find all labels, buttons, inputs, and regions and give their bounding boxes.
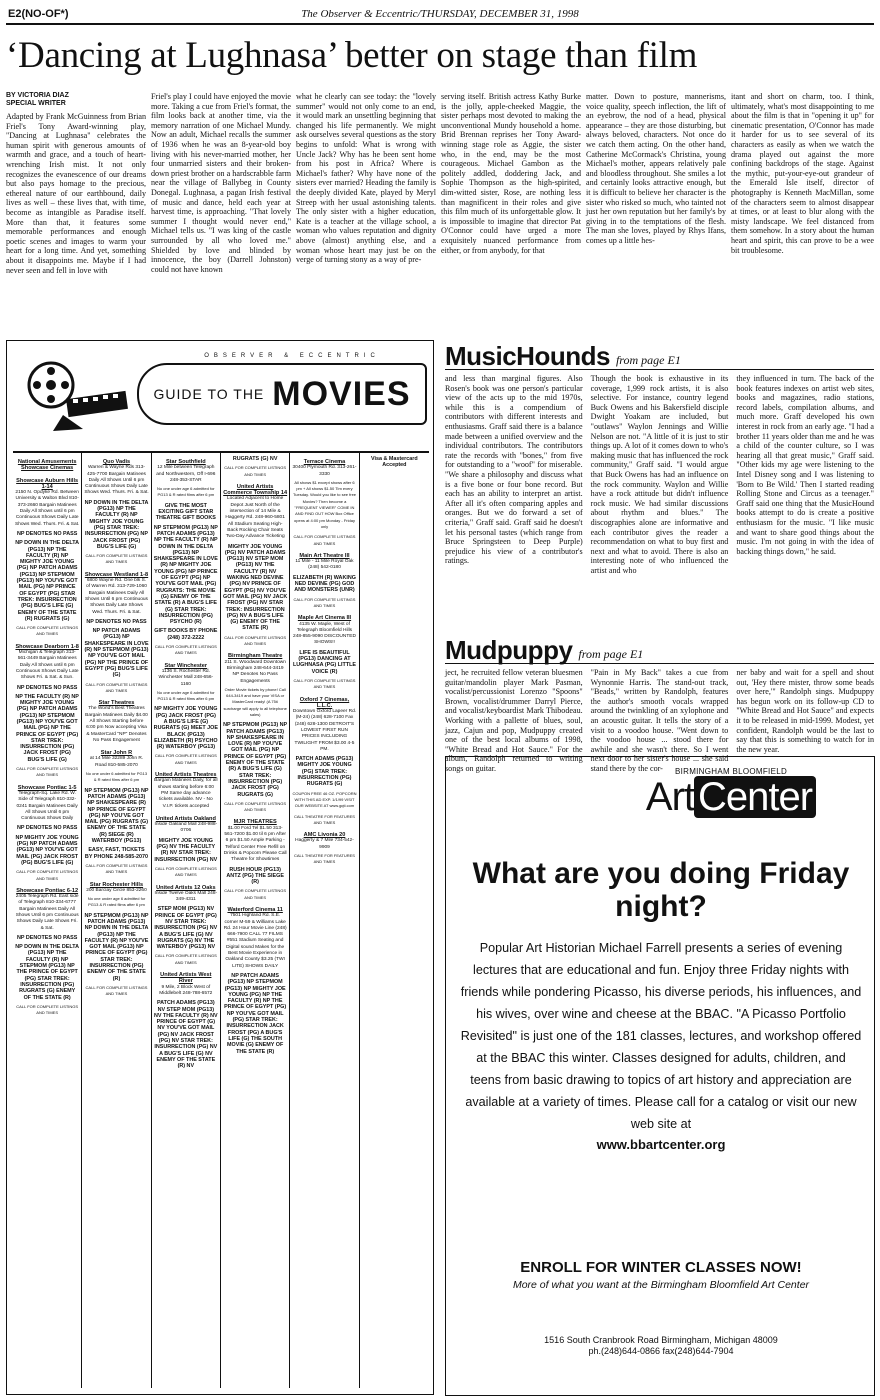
listing-note: No one under age 6 admitted for PG13 & R rated films after 6 pm xyxy=(157,689,215,702)
mudpuppy-text-1: ject, he recruited fellow veteran bluesmen guitar/mandolin player Mark Pasman, vocalist/percussionist Lorenzo "Spoons" Brown, vocalist/drummer Darryl Pierce, and vocalist/keyboardist Mark Thibodeau. Working with a pallette of blues, soul, jazz, Cajun and pop, Mudpuppy created one of the best local albums of 1998, "White Bread and Hot Sauce." For the album, Randolph returned to writing songs on guitar. xyxy=(445,668,583,773)
theater-name: Birmingham Theatre xyxy=(227,653,283,660)
theater-info: Downtown Oxford Lapeer Rd. (M-24) (248) 628-7100 Fax (248) 628-1300 DETROIT'S LOWEST FIRST RUN PRICES INCLUDING TWILIGHT FROM $3.00 4-5 PM. xyxy=(292,709,357,752)
theater-info: 211 S. Woodward Downtown Birmingham 248-644-3419 NP Denotes No Pass Engagements xyxy=(224,659,286,684)
film-list: NP THE FACULTY (R) NP MIGHTY JOE YOUNG (PG) NP PATCH ADAMS (PG13) NP STEPMOM (PG13) NP YOU'VE GOT MAIL (PG) NP THE PRINCE OF EGYPT (PG) STAR TREK: INSURRECTION (PG) JACK FROST (PG) BUG'S LIFE (G) xyxy=(15,693,79,763)
mudpuppy-jump: from page E1 xyxy=(578,647,644,661)
art-center-brand xyxy=(606,767,856,818)
film-list: MIGHTY JOE YOUNG (PG) NV THE FACULTY (R) NV STAR TREK: INSURRECTION (PG) NV xyxy=(154,837,218,863)
byline-name: BY VICTORIA DIAZ xyxy=(6,92,69,99)
listing-note: CALL FOR COMPLETE LISTINGS AND TIMES xyxy=(293,534,356,546)
film-list: PATCH ADAMS (PG13) MIGHTY JOE YOUNG (PG) STAR TREK: INSURRECTION (PG) RUGRATS (G) xyxy=(295,756,354,788)
film-list: PATCH ADAMS (PG13) NV STEP MOM (PG13) NV THE FACULTY (R) NV PRINCE OF EGYPT (G) NV YOU'VE GOT MAIL (PG) NV JACK FROST (PG) NV STAR TREK: INSURRECTION (PG) NV A BUG'S LIFE (G) NV ENEMY OF THE STATE (R) NV xyxy=(154,1000,218,1070)
listing-note: No one under age 6 admitted for PG13 & R rated films after 6 pm xyxy=(157,486,215,498)
movie-guide-header xyxy=(17,349,425,449)
theater-info: 4135 W. Maple, West of Telegraph Bloomfield Hills 248-855-9090 DISCOUNTED SHOWS!! xyxy=(293,621,356,646)
film-list: NP DOWN IN THE DELTA (PG13) NP THE FACULTY (R) NP STEPMOM (PG13) NP THE PRINCE OF EGYPT (PG) STAR TREK: INSURRECTION (PG) RUGRATS (G) ENEMY OF THE STATE (R) xyxy=(15,944,80,1001)
ad-question: What are you doing Friday night? xyxy=(472,857,850,923)
theater-info: 30400 Plymouth Rd. 313-261-3330 xyxy=(292,465,357,477)
listing-note: CALL FOR COMPLETE LISTINGS AND TIMES xyxy=(154,953,217,965)
theater-name: Showcase Auburn Hills 1-14 xyxy=(16,477,79,490)
page-number: E2(NO-OF*) xyxy=(8,8,69,20)
ad-address: 1516 South Cranbrook Road Birmingham, Michigan 48009 xyxy=(544,1335,778,1345)
musichounds-title: MusicHounds xyxy=(445,341,610,371)
theater-info: 200 Barclay Circle 853-2260 xyxy=(86,887,147,893)
theater-info: Inside Oakland Mall 248-988-0706 xyxy=(154,822,218,834)
film-list: NP DENOTES NO PASS xyxy=(17,934,78,941)
listing-note: No one under age 6 admitted for PG13 & R rated films after 6 pm xyxy=(87,896,146,908)
ad-enroll: ENROLL FOR WINTER CLASSES NOW! xyxy=(520,1259,802,1276)
ad-address-block xyxy=(460,1335,862,1357)
listing-note: All shows $1 except shows after 6 pm + All shows $1.50 Tim every Tuesday. Would you like to see free Movies? Then become a "FREQUENT VIEWER" COME IN AND FIND OUT HOW Box Office opens at 4:00 pm Monday - Friday only xyxy=(292,479,357,529)
listing-note: CALL FOR COMPLETE LISTINGS AND TIMES xyxy=(224,634,287,647)
musichounds-section xyxy=(445,342,874,632)
listing-column xyxy=(360,453,429,1388)
mudpuppy-header xyxy=(445,636,874,664)
mudpuppy-title: Mudpuppy xyxy=(445,635,573,665)
theater-info: Located Adjacent to Home Depot Just North of the intersection of 14 Mile & Haggerty Rd. 248-960-5801 All Stadium Seating High-Back Rocking Chair Seats Two-Day Advance Ticketing xyxy=(225,496,285,540)
listing-note: CALL FOR COMPLETE LISTINGS AND TIMES xyxy=(16,869,79,881)
listing-note: CALL FOR COMPLETE LISTINGS AND TIMES xyxy=(85,862,148,875)
musichounds-text-1: and less than marginal figures. Also Rosen's book was one person's particular view of the acts up to the mid 1970s, while this is a compendium of contributors with different interests and enthusiasms. Graff said there is a balance made between a unified overview and the individual contributors. The contributors rate the records with "bones," from five for outstanding to a "woof" for miserable. "We share a philosophy and discuss what is a five bone or four bone record. But each has an ability to interpret an artist. After all it's often comparing apples and oranges. But we do forward a set of criteria," Graff said. Graff said he doesn't let his personal tastes (which range from Bruce Springsteen to Deep Purple) prejudice his view of a contributor's ratings. xyxy=(445,374,583,566)
theater-info: 12 Mile between Telegraph and Northwestern, Off I-696 248-353-STAR xyxy=(156,465,216,483)
musichounds-jump: from page E1 xyxy=(615,353,681,367)
listing-note: CALL FOR COMPLETE LISTINGS AND TIMES xyxy=(85,984,148,997)
article-text-2: Friel's play I could have enjoyed the movie more. Taking a cue from Friel's format, the film looks back at another time, via the memory narration of one Michael Mundy. Now an adult, Michael recalls the summer of 1936 when he was an 8-year-old boy living with his never-married mother, her four unmarried sisters and their broken-down priest brother on a hardscrabble farm near the village of Ballybeg in County Donegal. Lughnasa, a pagan Irish festival of music and dance, held each year at harvest time, is approaching. "That lovely summer I thought would never end," Michael tells us. "I was king of the castle surrounded by all who loved me." Shielded by love and blinded by innocence, the boy (Darrell Johnston) could not have known xyxy=(151,92,291,274)
art-center-logo xyxy=(606,776,856,818)
theater-info: Telegraph-Sq. Lake Rd. W. Side of Telegraph 810-332-0241 Bargain Matinees Daily All Shows Until 6 pm Continuous Shows Daily xyxy=(16,790,78,822)
musichounds-header xyxy=(445,342,874,370)
article-text-3: what he clearly can see today: the "lovely summer" would not only come to an end, it would mark an unsettling beginning that changed his life permanently. We might ask ourselves several questions as the story begins to unfold: What is wrong with Uncle Jack? Why has he been sent home from his post in Africa? Where is Michael's father? Why have none of the sisters ever married? Heading the family is the deeply divided Kate, played by Meryl Streep with her usual astonishing talents. The only sister with a higher education, Kate is a teacher at the village school, a woman who values reputation and dignity above (almost) anything else, and a woman whose heart may just be on the verge of turning stony as a way of pre- xyxy=(296,92,436,265)
theater-name: Star John R xyxy=(100,750,133,757)
listing-note: CALL THEATRE FOR FEATURES AND TIMES xyxy=(294,813,355,825)
listing-note: CALL FOR COMPLETE LISTINGS AND TIMES xyxy=(293,677,356,690)
movie-listings xyxy=(13,453,429,1388)
movie-guide-title-main: MOVIES xyxy=(272,374,411,413)
theater-name: Star Southfield xyxy=(165,459,206,465)
listing-note: No one under 6 admitted for PG13 & R rated films after 6 pm xyxy=(85,771,148,783)
film-list: NP DOWN IN THE DELTA (PG13) NP THE FACULTY (R) NP MIGHTY JOE YOUNG (PG) STAR TREK: INSURRECTION (PG) NP JACK FROST (PG) BUG'S LIFE (G) xyxy=(84,499,149,550)
theater-name: Showcase Pontiac 6-12 xyxy=(16,887,79,894)
theater-name: Star Winchester xyxy=(164,662,208,669)
film-list: ELIZABETH (R) WAKING NED DEVINE (PG) GOD AND MONSTERS (UNR) xyxy=(293,574,356,594)
film-list: MIGHTY JOE YOUNG (PG) NV PATCH ADAMS (PG13) NV STEP MOM (PG13) NV THE FACULTY (R) NV WAKING NED DEVINE (PG) NV PRINCE OF EGYPT (PG) NV YOU'VE GOT MAIL (PG) NV JACK FROST (PG) NV STAR TREK: INSURRECTION (PG) NV A BUG'S LIFE (G) ENEMY OF THE STATE (R) xyxy=(223,543,288,632)
theater-info: 6800 Wayne Rd. One blk S. of Warren Rd. 313-729-1060 Bargain Matinees Daily All Shows Until 6 pm Continuous Shows Daily Late Shows Wed. Thurs. Fri. & Sat. xyxy=(85,578,148,615)
listing-note: CALL FOR COMPLETE LISTINGS AND TIMES xyxy=(293,596,356,608)
film-reel-icon xyxy=(23,355,133,435)
film-list: STEP MOM (PG13) NV PRINCE OF EGYPT (PG) NV STAR TREK: INSURRECTION (PG) NV A BUG'S LIFE (G) NV RUGRATS (G) NV THE WATERBOY (PG13) NV xyxy=(154,906,218,951)
theater-info: The World's Best Theatres Bargain Matinees Daily $4.00 All Shows Starting before 6:00 pm Now accepting Visa & MasterCard "NP" Denotes No Pass Engagement xyxy=(85,706,148,743)
byline-title: SPECIAL WRITER xyxy=(6,100,66,107)
listing-note: CALL FOR COMPLETE LISTINGS AND TIMES xyxy=(16,1003,79,1016)
theater-info: Warren & Wayne Rds 313-425-7700 Bargain Matinees Daily All Shows Until 6 pm Continuous Shows Daily Late Shows Wed. Thurs. Fri. & Sat. xyxy=(84,465,149,496)
article-text-5: matter. Down to posture, mannerisms, voice quality, speech inflection, the lift of an eyebrow, the nod of a head, physical appearance – they are those disturbing, but always beloved, characters. Not once do we catch them acting. On the other hand, Catherine McCormack's Christina, young Michael's mother, appears relatively pale and bloodless throughout. She smiles a lot and certainly looks attractive enough, but it is difficult to believe her character is the sister who risked so much, who tainted not just her own reputation but her family's by giving in to the temptations of the flesh. The man she loves, played by Rhys Ifans, comes up a little hes- xyxy=(586,92,726,245)
theater-name: Star Theatres xyxy=(98,700,135,707)
film-list: NP STEPMOM (PG13) NP PATCH ADAMS (PG13) NP SHAKESPEARE IN LOVE (R) NP YOU'VE GOT MAIL (PG) NP PRINCE OF EGYPT (PG) ENEMY OF THE STATE (R) A BUG'S LIFE (G) STAR TREK: INSURRECTION (PG) JACK FROST (PG) RUGRATS (G) xyxy=(223,722,288,798)
theater-info: 9 Mile, 2 Block West of Middlebelt 248-788-6572 xyxy=(159,984,213,996)
film-list: NP DOWN IN THE DELTA (PG13) NP THE FACULTY (R) NP MIGHTY JOE YOUNG (PG) NP PATCH ADAMS (PG13) NP STEPMOM (PG13) NP YOU'VE GOT MAIL (PG) NP PRINCE OF EGYPT (PG) STAR TREK: INSURRECTION (PG) BUG'S LIFE (G) ENEMY OF THE STATE (R) RUGRATS (G) xyxy=(15,540,80,622)
listing-note: CALL FOR COMPLETE LISTINGS AND TIMES xyxy=(85,553,148,565)
listing-column xyxy=(221,453,290,1388)
article-text-6: itant and short on charm, too. I think, ultimately, what's most disappointing to me about the film is that in "opening it up" for cinematic presentation, O'Connor has made it harder for us to see several of its characters as easily as when we watch the drama played out against the more confining backdrops of the stage. Against the mythic, put-your-eye-out grandeur of the Emerald Isle itself, director of photography is Kenneth MacMillan, some of the characters seem to almost disappear at times, or at least to blur along with the misty landscape. We feel distanced from them somehow. In a story about the human heart and spirit, this can prove to be a wee bit troublesome. xyxy=(731,92,874,255)
listing-note: COUPON FREE 46 OZ. POPCORN WITH THIS AD EXP. 1/1/99 VISIT OUR WEBSITE AT www.gqti.com xyxy=(292,790,357,809)
theater-info: 2150 N. Opdyke Rd. Between University & Walton Blvd 810-373-2660 Bargain Matinees Daily All Shows until 6 pm Continuous Shows Daily Late Shows Wed. Thurs. Fri. & Sat. xyxy=(15,490,80,527)
theater-name: United Artists West River xyxy=(160,972,212,985)
listing-note: CALL FOR COMPLETE LISTINGS AND TIMES xyxy=(154,865,217,878)
film-list: NP MIGHTY JOE YOUNG (PG) JACK FROST (PG) A BUG'S LIFE (G) RUGRATS (G) MEET JOE BLACK (PG13) ELIZABETH (R) PSYCHO (R) WATERBOY (PG13) xyxy=(153,706,218,751)
theater-name: MJR THEATRES xyxy=(233,819,277,826)
art-center-ad xyxy=(445,756,875,1396)
art-center-logo-right: Center xyxy=(694,776,816,818)
listing-column xyxy=(82,453,151,1388)
listing-note: CALL FOR COMPLETE LISTINGS AND TIMES xyxy=(154,753,217,765)
listing-note: CALL FOR COMPLETE LISTINGS AND TIMES xyxy=(224,465,287,477)
listing-note: CALL FOR COMPLETE LISTINGS AND TIMES xyxy=(154,644,217,656)
ad-phone: ph.(248)644-0866 fax(248)644-7904 xyxy=(588,1346,734,1356)
film-list: NP DENOTES NO PASS xyxy=(17,530,78,537)
theater-name: AMC Livonia 20 xyxy=(303,832,346,839)
theater-info: Bargain Matinees Daily, for all shows starting before 6:00 PM Same day advance tickets available. NV - No V.I.P. tickets accepted xyxy=(154,778,218,809)
theater-name: Star Rochester Hills xyxy=(89,881,144,888)
theater-info: 2405 Telegraph Rd. East side of Telegraph 810-334-6777 Bargain Matinees Daily All Shows Until 6 pm Continuous Shows Daily Late Shows Fri. & Sat. xyxy=(15,894,79,931)
movie-guide-title-prefix: GUIDE TO THE xyxy=(153,386,265,402)
article-text-1: Adapted by Frank McGuinness from Brian Friel's Tony Award-winning play, "Dancing at Lughnasa" celebrates the human spirit with generous amounts of warmth and grace, and a touch of heart-wrenching Irish mist. It not only recognizes the evanescence of our dreams but also pays homage to the precious, ethereal nature of our earthbound, daily lives as well – these lives that, with time, become as intangible as Paradise itself. More than that, it features some memorable performances and enough poetic scenes and images to warm your heart for a long time. And yet, something about it disappoints me. Maybe if I had never seen and fell in love with xyxy=(6,112,146,275)
theater-name: United Artists Oakland xyxy=(155,815,216,822)
film-list: NP DENOTES NO PASS xyxy=(17,684,78,691)
listing-column xyxy=(152,453,221,1388)
theater-name: Quo Vadis xyxy=(102,459,131,465)
folio-rule xyxy=(6,23,874,25)
theater-info: $1.00 Ford Tel $1.50 313-561-7200 $1.00 til 6 pm After 6 pm $1.50 Ample Parking - Telford Center Free Refill on Drinks & Popcorn Please Call Theatre for Showtimes xyxy=(223,825,287,863)
listing-note: CALL FOR COMPLETE LISTINGS AND TIMES xyxy=(16,766,79,778)
film-list: NP MIGHTY JOE YOUNG (PG) NP PATCH ADAMS (PG13) NP YOU'VE GOT MAIL (PG) JACK FROST (PG) BUG'S LIFE (G) xyxy=(15,834,79,866)
ad-tagline: More of what you want at the Birmingham Bloomfield Art Center xyxy=(512,1279,810,1291)
listing-note: CALL FOR COMPLETE LISTINGS AND TIMES xyxy=(85,681,148,693)
film-list: NP STEPMOM (PG13) NP PATCH ADAMS (PG13) NP SHAKESPEARE (R) NP PRINCE OF EGYPT (PG) NP YOU'VE GOT MAIL (PG) RUGRATS (G) ENEMY OF THE STATE (R) SIEGE (R) WATERBOY (PG13) xyxy=(84,787,149,845)
movie-guide xyxy=(6,340,434,1395)
listing-column xyxy=(290,453,359,1388)
ad-body: Popular Art Historian Michael Farrell presents a series of evening lectures that are educational and fun. Enjoy three Friday nights with friends while pondering Picasso, his diverse periods, his influences, and his wives, over wine and cheese at the BBAC. "A Picasso Portfolio Revisited" is just one of the 181 classes, lectures, and workshop offered at the BBAC this winter. Classes designed for adults, children, and teens from basic drawing to topics of art history and appreciation are available at a variety of times. Please call for a catalog or visit our new web site at xyxy=(460,941,862,1131)
film-list: Visa & Mastercard Accepted xyxy=(371,456,418,469)
film-list: NP STEPMOM (PG13) NP PATCH ADAMS (PG13) NP THE FACULTY (R) NP DOWN IN THE DELTA (PG13) NP SHAKESPEARE IN LOVE (R) NP MIGHTY JOE YOUNG (PG) NP PRINCE OF EGYPT (PG) NP YOU'VE GOT MAIL (PG) RUGRATS: THE MOVIE (G) ENEMY OF THE STATE (R) A BUG'S LIFE (G) STAR TREK: INSURRECTION (PG) PSYCHO (R) xyxy=(153,524,218,626)
film-list: GIVE THE MOST EXCITING GIFT STAR THEATRE GIFT BOOKS xyxy=(155,502,216,522)
theater-name: Showcase Dearborn 1-8 xyxy=(15,643,79,650)
movie-guide-title xyxy=(137,363,427,425)
mudpuppy-text-2: "Pain in My Back" takes a cue from Wynonnie Harris. The stand-out track, "Beads," written by Randolph, features the author's smooth vocals wrapped around the twinkling of an xylophone and an acoustic guitar. It tells the story of a visit to a voodoo house. "Went down to the voodoo house ... stood there for awhile and she wasn't there. So I went next door to her sister's house ... she said stand there by the cor- xyxy=(590,668,729,773)
theater-info: Michigan & Telegraph 313-561-3449 Bargain Matinees Daily All Shows until 6 pm Continuous Shows Daily Late Shows Fri. & Sat. & Sun. xyxy=(15,650,79,681)
film-list: EASY, FAST, TICKETS BY PHONE 248-585-2070 xyxy=(84,847,149,860)
listing-note: Order Movie tickets by phone! Call 644-3419 and have your VISA or MasterCard ready! (A 75¢ surcharge will apply to all telephone sales) xyxy=(223,686,287,717)
film-list: RUSH HOUR (PG13) ANTZ (PG) THE SIEGE (R) xyxy=(226,866,284,886)
listing-column xyxy=(13,453,82,1388)
film-list: NP PATCH ADAMS (PG13) NP STEPMOM (PG13) NP MIGHTY JOE YOUNG (PG) NP THE FACULTY (R) NP THE PRINCE OF EGYPT (PG) NP YOU'VE GOT MAIL (PG) STAR TREK: INSURRECTION JACK FROST (PG) A BUG'S LIFE (G) THE SOUTH MOVIE (G) ENEMY OF THE STATE (R) xyxy=(224,972,287,1055)
theater-name: National Amusements Showcase Cinemas xyxy=(17,459,77,472)
theater-name: Maple Art Cinema III xyxy=(297,615,352,622)
theater-info: Inside Twelve Oaks Mall 248-349-4311 xyxy=(154,890,218,903)
musichounds-text-3: they influenced in turn. The back of the book features indexes on artist web sites, books and magazines, radio stations, record labels, compilation albums, and much more. Graff developed his own interest in rock from an early age. "I had a brother 11 years older than me and he was a child of the counter culture, so I was hearing all that great music," Graff said. "Other kids my age were listening to the Intel Disney song and I was listening to 'Born to Be Wild.' Then I started reading Rolling Stone and Circus as a teenager." Graff said one thing that the MusicHound books attempt to do is create a positive enthusiasm for the music. "I like music and want to share good things about the music. I'm not going in with the idea of backing things down," he said. xyxy=(736,374,874,556)
mudpuppy-text-3: ner baby and wait for a spell and shout out, 'Hey there mister, throw some beads over here,'" Randolph sings. Mudpuppy has begun work on its follow-up CD to "White Bread and Hot Sauce" and expects it to be released in mid-1999. Modest, yet confident, Randolph would be the last to say that this is something to watch for in the new year. xyxy=(736,668,874,754)
film-list: NP DENOTES NO PASS xyxy=(17,825,78,832)
theater-name: Waterford Cinema 11 xyxy=(227,907,283,913)
ad-website[interactable]: www.bbartcenter.org xyxy=(596,1137,726,1152)
movie-guide-publisher: OBSERVER & ECCENTRIC xyxy=(204,353,380,359)
theater-info: Haggerty & 7 Mile 734-542-9909 xyxy=(295,838,354,850)
listing-note: CALL FOR COMPLETE LISTINGS AND TIMES xyxy=(224,888,287,900)
film-list: LIFE IS BEAUTIFUL (PG13) DANCING AT LUGHNASA (PG) LITTLE VOICE (R) xyxy=(293,649,356,675)
theater-name: United Artists 12 Oaks xyxy=(156,884,216,891)
listing-note: CALL FOR COMPLETE LISTINGS AND TIMES xyxy=(224,800,287,813)
publication-date: The Observer & Eccentric/THURSDAY, DECEMBER 31, 1998 xyxy=(301,8,579,20)
musichounds-text-2: Though the book is exhaustive in its coverage, 1,999 rock artists, it is also selective. For instance, country legend Buck Owens and his Bakersfield disciple Dwight Yoakam are included, but "outlaws" Waylon Jennings and Willie Nelson are not. "A little of it is just to stir things up. A lot of it comes down to who's making music that has influenced the rock community," Graff said. "I would argue that Buck Owens has had an influence on the rock community. Waylon and Willie have a rock attitude but didn't influence rock music. We had similar discussions about rhythm and blues." The discographies alone are informative and each contributor gives the reader a recommendation on what to buy first and next and what to avoid. There is also an interesting note of who influenced the artist and who xyxy=(590,374,729,575)
theater-info: 7501 Highland Rd. S.E. corner M-59 & Williams Lake Rd. 24 Hour Movie Line (248) 666-7900 CALL 77 FILMS #551 Stadium Seating and Digital sound Makes for the Best Movie Experience in Oakland County $3.25 (TWI LITE) SHOWS DAILY xyxy=(223,913,287,969)
theater-name: Terrace Cinema xyxy=(303,459,346,465)
art-center-org: BIRMINGHAM BLOOMFIELD xyxy=(674,767,788,776)
film-list: GIFT BOOKS BY PHONE (248) 372-2222 xyxy=(154,628,218,641)
film-list: NP PATCH ADAMS (PG13) NP SHAKESPEARE IN LOVE (R) NP STEPMOM (PG13) NP YOU'VE GOT MAIL (PG) NP THE PRINCE OF EGYPT (PG) BUG'S LIFE (G) xyxy=(84,628,149,679)
art-center-logo-left: Art xyxy=(645,775,695,819)
headline: ‘Dancing at Lughnasa’ better on stage than film xyxy=(6,35,698,76)
article-text-4: serving itself. British actress Kathy Burke is the jolly, apple-cheeked Maggie, the sister perhaps most devoted to making the unconventional Mundy household a home. Brid Brennan reprises her Tony Award-winning stage role as Aggie, the sister who, in the end, may be the most courageous. Michael Gambon as the politely addled, doddering Jack, and Sophie Thompson as the high-spirited, dim-witted sister, Rose, are nothing less than magnificent in their roles and give this film much of its unforgettable glow. It is impossible to imagine that director Pat O'Connor could have urged a more exquisitely nuanced performance from either, or from anybody, for that xyxy=(441,92,581,255)
theater-name: United Artists Theatres xyxy=(155,772,217,779)
film-list: RUGRATS (G) NV xyxy=(232,456,278,462)
film-list: NP STEPMOM (PG13) NP PATCH ADAMS (PG13) NP DOWN IN THE DELTA (PG13) NP THE FACULTY (R) NP YOU'VE GOT MAIL (PG13) NP PRINCE OF EGYPT (PG) STAR TREK: INSURRECTION (PG) ENEMY OF THE STATE (R) xyxy=(84,912,149,982)
listing-note: CALL FOR COMPLETE LISTINGS AND TIMES xyxy=(16,625,79,637)
film-list: NP DENOTES NO PASS xyxy=(86,618,147,625)
theater-name: United Artists Commerce Township 14 xyxy=(223,483,288,497)
theater-info: at 14 Mile 32289 John R. Road 810-585-2070 xyxy=(89,756,144,768)
article-col-1 xyxy=(6,92,146,332)
listing-note: CALL THEATRE FOR FEATURES AND TIMES xyxy=(294,853,355,865)
folio-line xyxy=(8,6,872,22)
theater-info: 11 Mile - 11 Mile Royal Oak (248) 542-0180 xyxy=(295,559,354,571)
theater-name: Oxford 7 Cinemas, L.L.C. xyxy=(299,696,350,709)
theater-name: Showcase Westland 1-8 xyxy=(84,571,149,578)
theater-name: Main Art Theatre III xyxy=(299,552,350,559)
theater-info: 1136 S. Rochester Rd. Winchester Mall 248-656-1160 xyxy=(158,668,214,687)
theater-name: Showcase Pontiac 1-5 xyxy=(17,784,77,791)
